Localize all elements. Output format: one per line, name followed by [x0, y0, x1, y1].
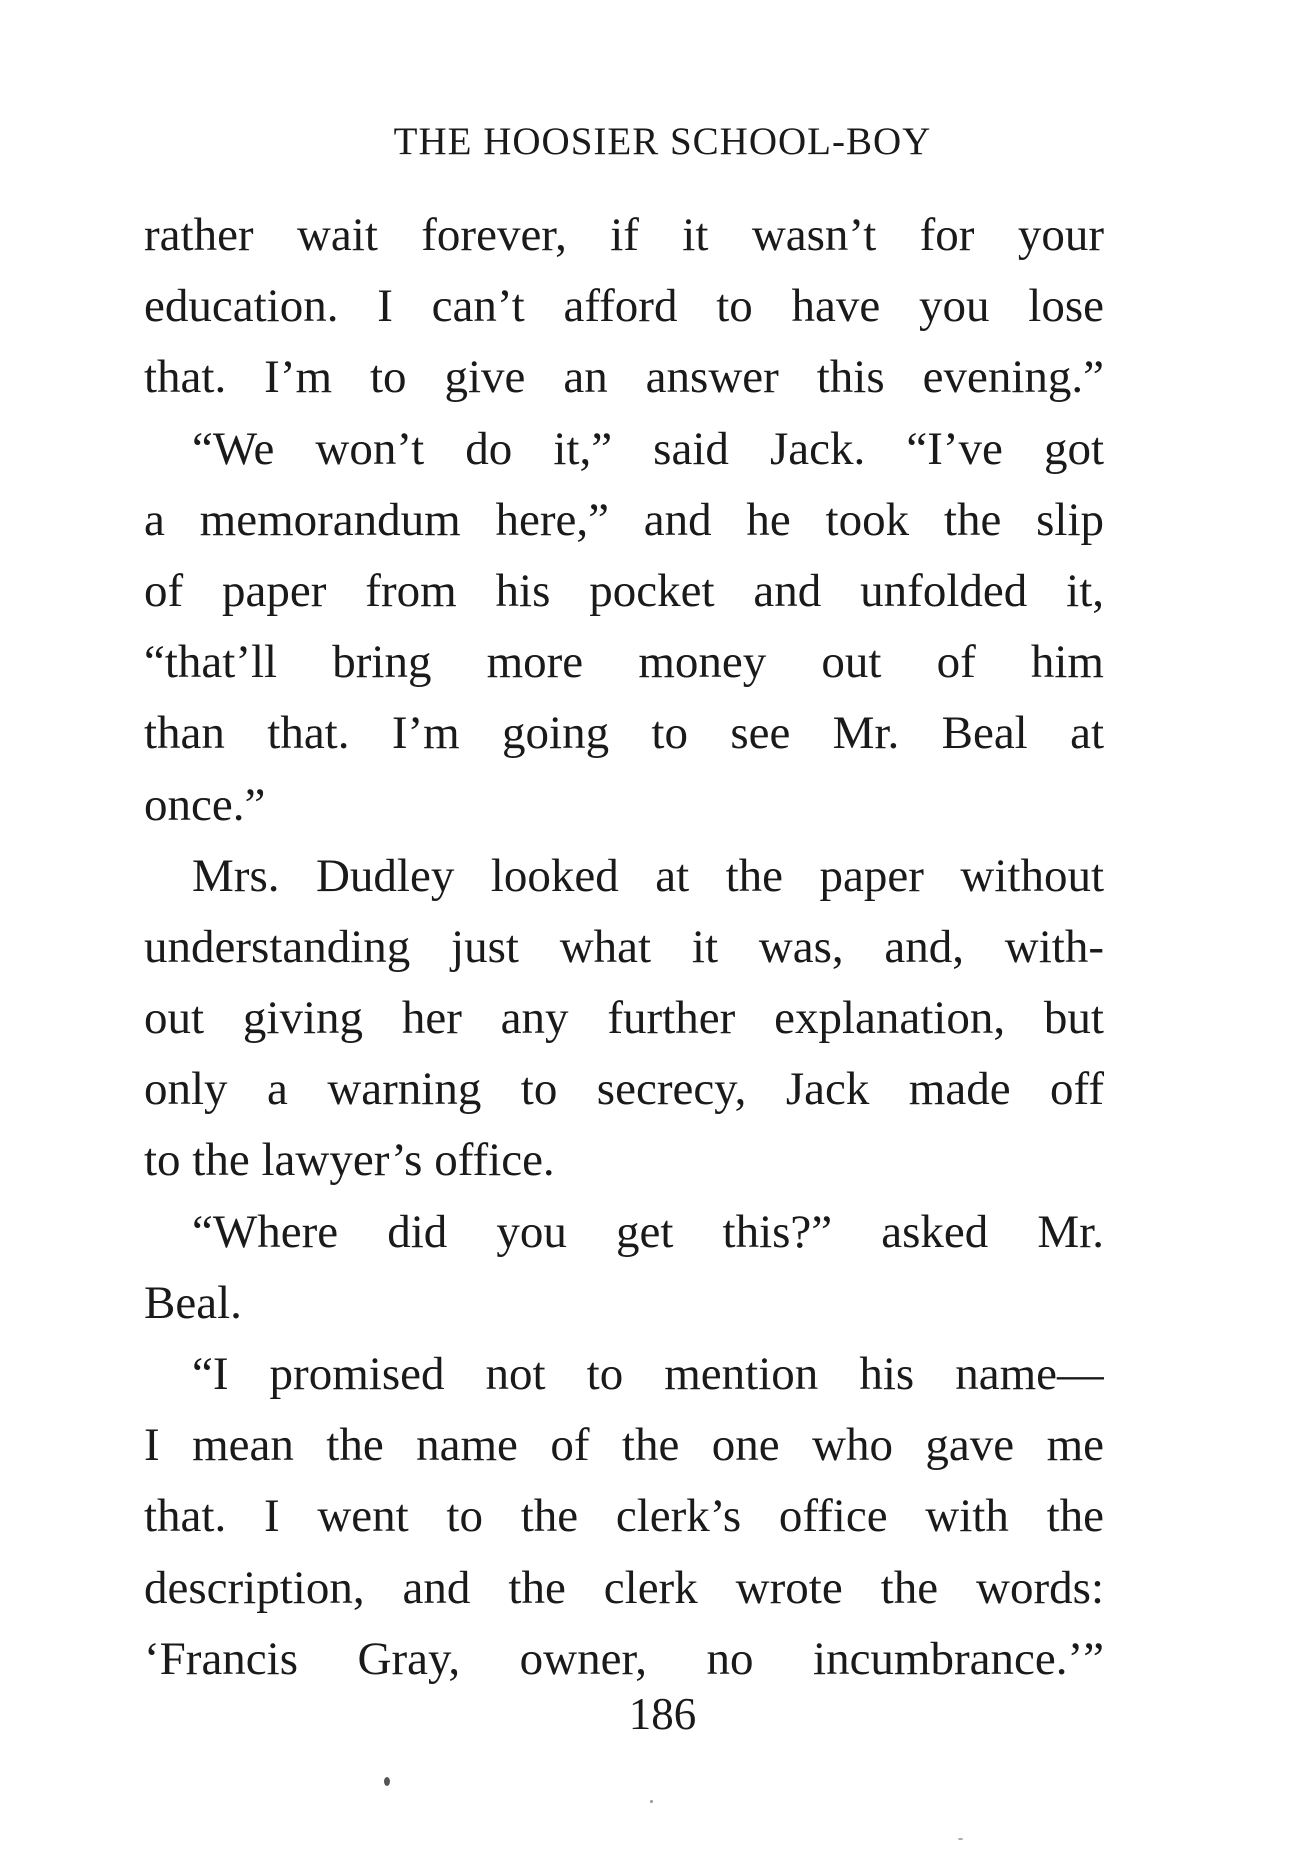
text-line: only a warning to secrecy, Jack made off — [144, 1063, 1104, 1116]
text-line: description, and the clerk wrote the words: — [144, 1561, 1104, 1614]
text-line: “that’ll bring more money out of him — [144, 636, 1104, 689]
text-line: out giving her any further explanation, but — [144, 992, 1104, 1045]
paragraph-end-line: once.” — [144, 778, 266, 831]
paragraph-end-line: to the lawyer’s office. — [144, 1134, 555, 1187]
paragraph-start-line: “We won’t do it,” said Jack. “I’ve got — [192, 422, 1104, 475]
ink-speck — [650, 1800, 653, 1803]
text-line: I mean the name of the one who gave me — [144, 1419, 1104, 1472]
body-text — [144, 200, 1104, 1695]
paragraph-start-line: Mrs. Dudley looked at the paper without — [192, 849, 1104, 902]
text-line: education. I can’t afford to have you lose — [144, 280, 1104, 333]
page-number: 186 — [628, 1689, 697, 1739]
running-head: THE HOOSIER SCHOOL-BOY — [393, 120, 932, 163]
text-line: that. I went to the clerk’s office with the — [144, 1490, 1104, 1543]
text-line: ‘Francis Gray, owner, no incumbrance.’” — [144, 1632, 1104, 1685]
text-line: than that. I’m going to see Mr. Beal at — [144, 707, 1104, 760]
text-line: understanding just what it was, and, with- — [144, 920, 1104, 973]
text-line: that. I’m to give an answer this evening.” — [144, 351, 1104, 404]
ink-speck — [384, 1777, 390, 1786]
ink-speck — [958, 1838, 963, 1840]
paragraph-start-line: “I promised not to mention his name— — [192, 1348, 1104, 1400]
text-line: rather wait forever, if it wasn’t for your — [144, 209, 1104, 261]
text-line: a memorandum here,” and he took the slip — [144, 493, 1104, 546]
paragraph-end-line: Beal. — [144, 1276, 242, 1329]
text-line: of paper from his pocket and unfolded it, — [144, 564, 1104, 617]
paragraph-start-line: “Where did you get this?” asked Mr. — [192, 1205, 1104, 1258]
